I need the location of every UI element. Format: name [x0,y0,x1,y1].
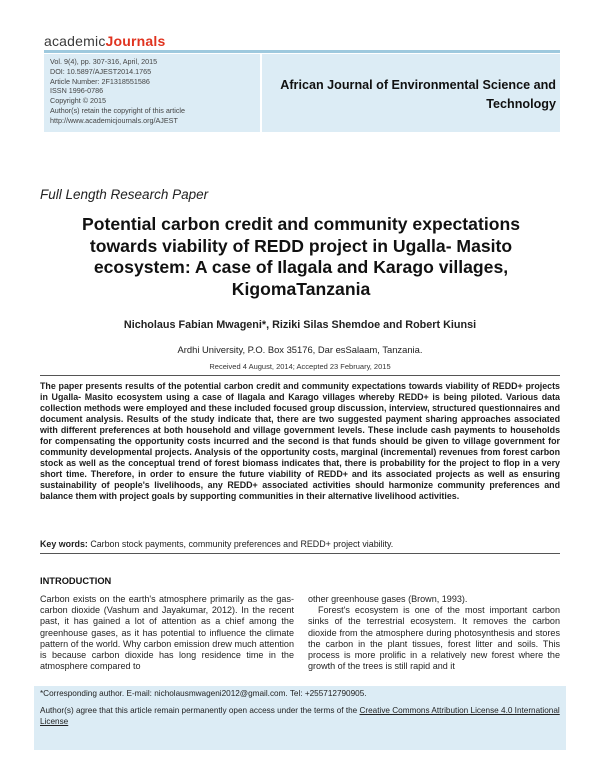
received-dates: Received 4 August, 2014; Accepted 23 February, 2015 [209,362,391,371]
body-column-left [40,594,294,672]
keywords-text: Carbon stock payments, community preferences and REDD+ project viability. [90,539,394,549]
logo-prefix: academic [44,33,106,49]
paper-title: Potential carbon credit and community expectations towards viability of REDD project in Ugalla- Masito ecosystem: A case of Ilagala and Karago villages, KigomaTanzania [82,214,520,299]
paragraph: Forest's ecosystem is one of the most important carbon sinks of the terrestrial ecosystem. It removes the carbon dioxide from the atmosphere during photosynthesis and stores the carbon in the plant tissues, forest litter and soils. This process is more prolific in a relatively new forest where the growth of the trees is still rapid and it [308,605,560,672]
license-link[interactable]: Creative Commons Attribution License 4.0 International License [40,706,560,726]
meta-copyright: Copyright © 2015 [50,96,107,106]
body-column-right [308,594,560,672]
license-note [40,706,560,727]
section-heading-introduction: INTRODUCTION [40,576,112,586]
meta-issn: ISSN 1996-0786 [50,86,104,96]
keywords [40,539,560,549]
corresponding-author: *Corresponding author. E-mail: nicholausmwageni2012@gmail.com. Tel: +255712790905. [40,689,367,698]
paragraph: other greenhouse gases (Brown, 1993). [308,594,468,604]
affiliation: Ardhi University, P.O. Box 35176, Dar esSalaam, Tanzania. [177,344,423,355]
logo-suffix: Journals [105,33,166,49]
abstract-bottom-rule [40,553,560,554]
journal-title-line2: Technology [486,97,556,111]
authors: Nicholaus Fabian Mwageni*, Riziki Silas Shemdoe and Robert Kiunsi [123,319,477,331]
paper-type: Full Length Research Paper [40,187,209,202]
meta-volume: Vol. 9(4), pp. 307-316, April, 2015 [50,57,158,66]
license-text: Author(s) agree that this article remain permanently open access under the terms of the [40,706,360,715]
meta-url[interactable]: http://www.academicjournals.org/AJEST [50,115,178,125]
abstract: The paper presents results of the potential carbon credit and community expectations towards viability of REDD+ projects in Ugalla- Masito ecosystem using a case of Ilagala and Karago villages whereby REDD+ is being piloted. Various data collection methods were employed and these included focused group discussion, interview, structured questionnaires and document analysis. Results of the study indicate that, there are two suggested payment sharing approaches associated with different preferences at both household and village government levels. These include cash payments to households for compensating the opportunity costs incurred and the second is that funds should be given to village government for community developmental projects. Analysis of the opportunity costs, marginal (incremental) revenues from forest carbon stock as well as the conceptual trend of forest biomass indicates that, there is probability for the project to flop in a very short time. Therefore, in order to ensure the future viability of REDD+ and its associated projects as well as ensuring sustainability of people's livelihoods, any REDD+ associated activities should harmonize community preferences and balance them with project goals by supporting communities in their alternative livelihood activities. [40,381,560,501]
keywords-label: Key words: [40,539,88,549]
paragraph: Carbon exists on the earth's atmosphere primarily as the gas-carbon dioxide (Vashum and Jayakumar, 2012). In the recent past, it has gained a lot of attention as a chief among the greenhouse gases, as it has potential to influence the climate pattern of the world. Why carbon emission drew much attention is because carbon dioxide has long residence time in the atmosphere compared to [40,594,294,672]
meta-doi: DOI: 10.5897/AJEST2014.1765 [50,66,152,76]
journal-title [266,76,556,114]
meta-article-number: Article Number: 2F1318551586 [50,76,150,86]
abstract-top-rule [40,375,560,376]
journal-logo [44,33,165,49]
meta-rights: Author(s) retain the copyright of this article [50,105,186,115]
article-meta [50,57,185,126]
journal-title-line1: African Journal of Environmental Science and [280,78,556,92]
header-divider [44,50,560,53]
